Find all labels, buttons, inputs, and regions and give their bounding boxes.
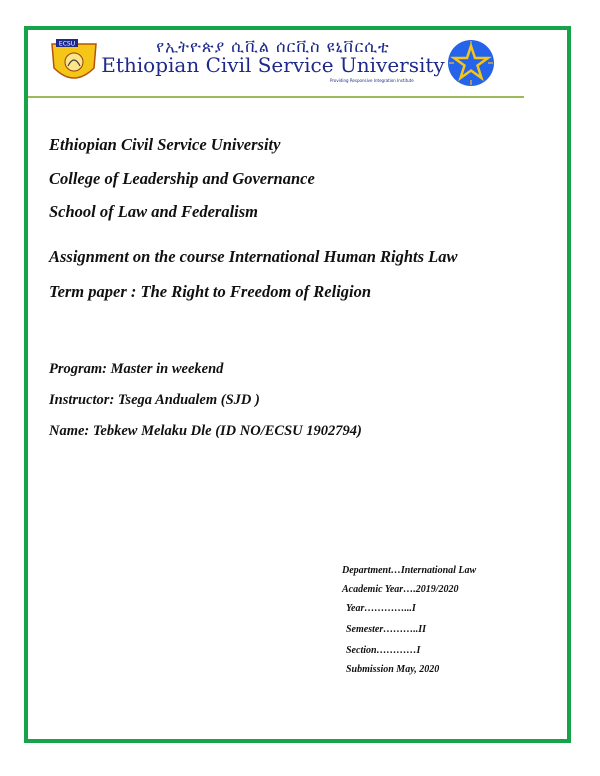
ethiopia-emblem-icon	[446, 38, 496, 88]
academic-year-line: Academic Year….2019/2020	[342, 584, 459, 595]
semester-line: Semester………..II	[346, 624, 426, 635]
university-name-amharic: የኢትዮጵያ ሲቪል ሰርቪስ ዩኒቨርሲቲ	[156, 37, 390, 56]
year-line: Year…………...I	[346, 603, 416, 614]
program-line: Program: Master in weekend	[49, 361, 224, 377]
university-name-english: Ethiopian Civil Service University	[101, 53, 445, 77]
student-name-line: Name: Tebkew Melaku Dle (ID NO/ECSU 1902794)	[49, 423, 362, 439]
page-border	[24, 26, 571, 743]
university-heading: Ethiopian Civil Service University	[49, 135, 281, 154]
university-tagline: Providing Responsive Integration Institute	[330, 78, 414, 83]
term-paper-title: Term paper : The Right to Freedom of Religion	[49, 282, 372, 301]
section-line: Section…………I	[346, 645, 421, 656]
school-heading: School of Law and Federalism	[49, 202, 259, 221]
university-logo	[48, 38, 100, 86]
logo-text: ECSU	[58, 40, 76, 48]
college-heading: College of Leadership and Governance	[49, 169, 315, 188]
instructor-line: Instructor: Tsega Andualem (SJD )	[49, 392, 260, 408]
assignment-title: Assignment on the course International Human Rights Law	[49, 247, 458, 266]
department-line: Department…International Law	[342, 565, 477, 576]
header-divider	[28, 96, 524, 98]
submission-line: Submission May, 2020	[346, 664, 440, 675]
